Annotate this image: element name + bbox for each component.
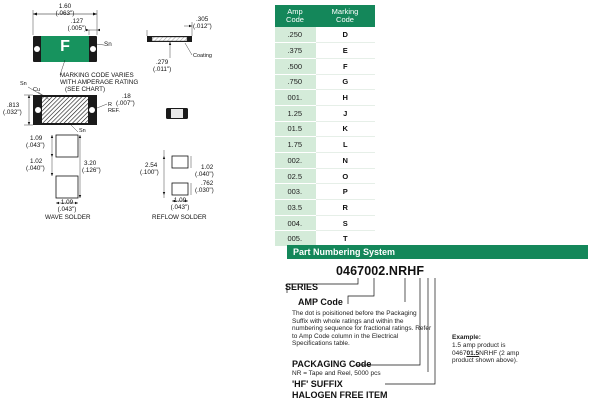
marking-code-cell: E — [315, 43, 375, 59]
amp-code-cell: .750 — [275, 74, 315, 90]
marking-code-cell: P — [315, 184, 375, 200]
table-row — [275, 43, 375, 59]
marking-code-cell: G — [315, 74, 375, 90]
sn-right-label: Sn — [104, 41, 112, 48]
marking-code-cell: S — [315, 215, 375, 231]
part-number-code: 0467002.NRHF — [336, 264, 425, 278]
table-row — [275, 200, 375, 216]
r-dim-label: .18 — [122, 93, 131, 100]
amp-code-cell: 02.5 — [275, 168, 315, 184]
wave-gap-label: 1.02 — [30, 158, 43, 165]
marking-code-cell: D — [315, 27, 375, 43]
amp-code-cell: .500 — [275, 58, 315, 74]
marking-letter: F — [60, 38, 70, 55]
example-title: Example: — [452, 334, 481, 341]
series-label: SERIES — [285, 282, 319, 292]
header-amp-code: Amp Code — [275, 5, 315, 27]
reflow-pad-h-inch: (.040") — [195, 171, 214, 178]
reflow-solder-title: REFLOW SOLDER — [152, 214, 207, 221]
wave-solder-footprint — [56, 135, 78, 198]
marking-note-line2: WITH AMPERAGE RATING — [60, 79, 139, 86]
reflow-solder-footprint — [172, 156, 188, 195]
reflow-pad-h-label: 1.02 — [201, 164, 214, 171]
side-dim-label: .305 — [196, 16, 209, 23]
dimension-drawing — [0, 0, 275, 240]
width-dim-label: .813 — [7, 102, 20, 109]
amp-code-cell: 002. — [275, 153, 315, 169]
marking-note-line3: (SEE CHART) — [65, 86, 106, 93]
wave-pad-w-inch: (.043") — [26, 142, 45, 149]
wave-total-inch: (.126") — [82, 167, 101, 174]
marking-code-cell: T — [315, 231, 375, 247]
table-row — [275, 153, 375, 169]
r-label: R — [108, 102, 112, 108]
packaging-code-description: NR = Tape and Reel, 5000 pcs — [292, 370, 381, 377]
marking-code-cell: F — [315, 58, 375, 74]
table-row — [275, 74, 375, 90]
thickness-dim-label: .279 — [156, 59, 169, 66]
marking-code-cell: N — [315, 153, 375, 169]
amp-code-description: The dot is poisitioned before the Packaging Suffix with whole ratings and within the numbering sequence for fractional ratings. Refer to Amp Code column in the Electrical Specifications table. — [292, 310, 432, 348]
wave-pad-b-inch: (.043") — [57, 206, 77, 213]
coating-label: Coating — [193, 53, 212, 59]
inner-dim-label: .127 — [70, 18, 84, 25]
halogen-free-label: HALOGEN FREE ITEM — [292, 390, 388, 400]
table-row — [275, 121, 375, 137]
cu-label: Cu — [33, 87, 41, 93]
marking-note-line1: MARKING CODE VARIES — [60, 72, 134, 79]
table-row — [275, 105, 375, 121]
marking-code-cell: K — [315, 121, 375, 137]
amp-code-cell: 03.5 — [275, 200, 315, 216]
side-view-fuse — [147, 36, 192, 42]
reflow-total-label: 2.54 — [145, 162, 158, 169]
reflow-total-inch: (.100") — [140, 169, 159, 176]
inner-dim-inch: (.005") — [67, 25, 87, 32]
amp-code-cell: 1.75 — [275, 137, 315, 153]
hf-suffix-label: 'HF' SUFFIX — [292, 379, 343, 389]
amp-code-cell: 003. — [275, 184, 315, 200]
ref-label: REF. — [108, 108, 120, 114]
sn-bottom-label: Sn — [79, 128, 86, 134]
table-row — [275, 184, 375, 200]
amp-code-cell: 1.25 — [275, 105, 315, 121]
wave-pad-w-label: 1.09 — [30, 135, 43, 142]
side-dim-inch: (.012") — [193, 23, 212, 30]
marking-code-cell: H — [315, 90, 375, 106]
marking-code-cell: O — [315, 168, 375, 184]
wave-total-label: 3.20 — [84, 160, 97, 167]
table-row — [275, 168, 375, 184]
wave-pad-b-label: 1.09 — [60, 199, 74, 206]
top-dim-inch: (.063") — [55, 10, 75, 17]
wave-gap-inch: (.040") — [26, 165, 45, 172]
example-line2: 046701.5NRHF (2 amp — [452, 349, 520, 357]
amp-code-cell: 004. — [275, 215, 315, 231]
example-line1: 1.5 amp product is — [452, 341, 506, 349]
packaging-code-label: PACKAGING Code — [292, 359, 372, 369]
bottom-view-fuse — [33, 95, 97, 125]
table-row — [275, 215, 375, 231]
fuse-3d-icon — [166, 108, 188, 119]
sn-left-label: Sn — [20, 81, 27, 87]
width-dim-inch: (.032") — [3, 109, 22, 116]
amp-code-cell: .375 — [275, 43, 315, 59]
amp-code-cell: 01.5 — [275, 121, 315, 137]
wave-solder-title: WAVE SOLDER — [45, 214, 91, 221]
header-marking-code: Marking Code — [315, 5, 375, 27]
amp-code-cell: .250 — [275, 27, 315, 43]
reflow-pad-w-inch: (.043") — [170, 204, 190, 211]
marking-code-table — [275, 5, 375, 247]
top-dim-label: 1.60 — [58, 3, 72, 10]
part-numbering-header: Part Numbering System — [287, 245, 588, 259]
example-line3: product shown above). — [452, 357, 518, 365]
thickness-dim-inch: (.011") — [153, 66, 172, 73]
amp-code-label: AMP Code — [298, 297, 343, 307]
table-row — [275, 137, 375, 153]
marking-code-cell: R — [315, 200, 375, 216]
reflow-gap-inch: (.030") — [195, 187, 214, 194]
reflow-gap-label: .762 — [201, 180, 214, 187]
table-row — [275, 27, 375, 43]
table-row — [275, 90, 375, 106]
example-box — [452, 334, 577, 365]
marking-code-cell: J — [315, 105, 375, 121]
amp-code-cell: 001. — [275, 90, 315, 106]
table-row — [275, 58, 375, 74]
amp-code-cell: 005. — [275, 231, 315, 247]
marking-code-cell: L — [315, 137, 375, 153]
reflow-pad-w-label: 1.09 — [173, 197, 187, 204]
r-dim-inch: (.007") — [116, 100, 135, 107]
